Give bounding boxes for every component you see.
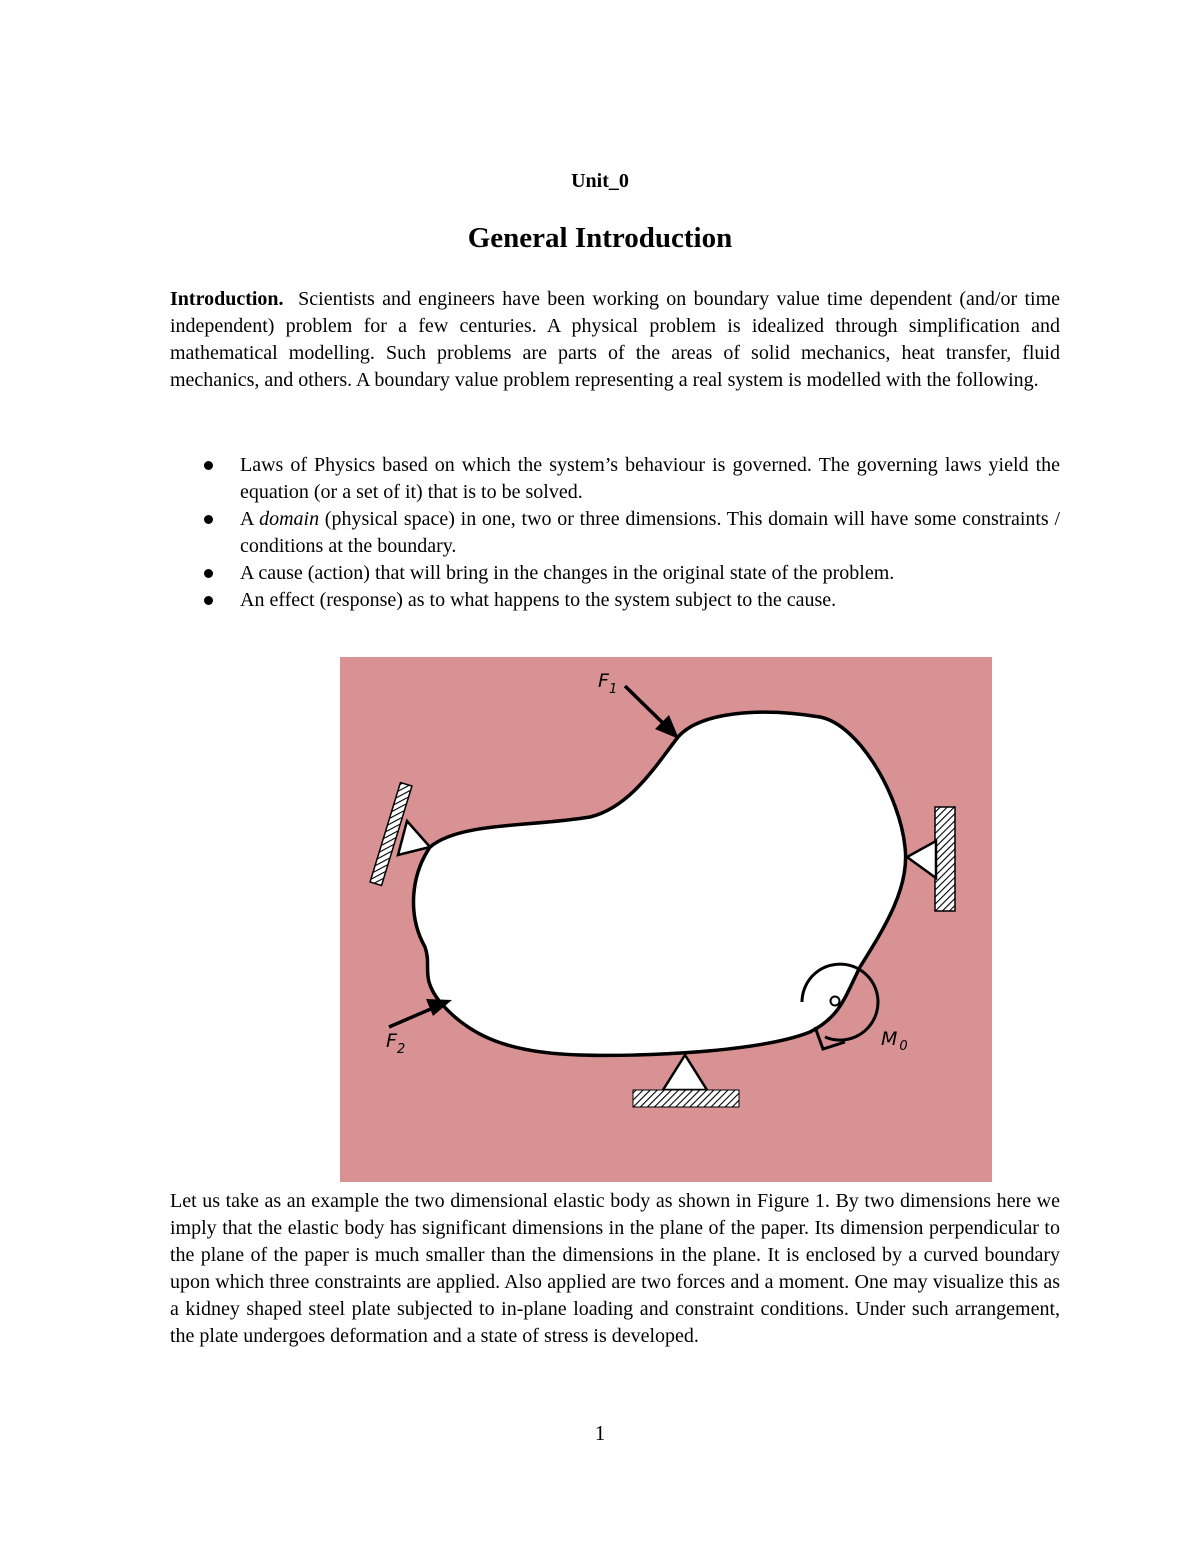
list-item — [170, 452, 1060, 506]
requirements-list — [170, 452, 1060, 614]
list-item-text-post: (physical space) in one, two or three dimensions. This domain will have some constraints / conditions at the boundary. — [240, 508, 1061, 557]
intro-text: Scientists and engineers have been working on boundary value time dependent (and/or time independent) problem for a few centuries. A physical problem is idealized through simplification and mathematical modelling. Such problems are parts of the areas of solid mechanics, heat transfer, fluid mechanics, and others. A boundary value problem representing a real system is modelled with the following. — [170, 288, 1061, 391]
bullet-icon — [204, 461, 213, 470]
force-f2-label: $F_2$ — [386, 1030, 406, 1057]
list-item-text-pre: A — [240, 508, 260, 530]
list-item-text: A cause (action) that will bring in the changes in the original state of the problem. — [240, 562, 895, 584]
body-paragraph: Let us take as an example the two dimensional elastic body as shown in Figure 1. By two dimensions here we imply that the elastic body has significant dimensions in the plane of the paper. Its dimension perpendicular to the plane of the paper is much smaller than the dimensions in the plane. It is enclosed by a curved boundary upon which three constraints are applied. Also applied are two forces and a moment. One may visualize this as a kidney shaped steel plate subjected to in-plane loading and constraint conditions. Under such arrangement, the plate undergoes deformation and a state of stress is developed. — [170, 1190, 1060, 1347]
force-f1-label: $F_1$ — [598, 670, 618, 697]
bullet-icon — [204, 596, 213, 605]
page-title: General Introduction — [467, 222, 733, 254]
figure-elastic-body — [340, 657, 992, 1182]
list-item — [170, 587, 1060, 614]
list-item-text: An effect (response) as to what happens to the system subject to the cause. — [240, 589, 837, 611]
intro-lead: Introduction. — [170, 288, 284, 310]
list-item-emphasis: domain — [259, 508, 320, 530]
list-item — [170, 560, 1060, 587]
bullet-icon — [204, 569, 213, 578]
intro-paragraph — [170, 286, 1060, 394]
list-item — [170, 506, 1060, 560]
bullet-icon — [204, 515, 213, 524]
page-number: 1 — [594, 1421, 606, 1445]
moment-m0-label: M $_0$ — [881, 1028, 908, 1054]
list-item-text: Laws of Physics based on which the system’s behaviour is governed. The governing laws yield the equation (or a set of it) that is to be solved. — [240, 454, 1060, 503]
unit-label: Unit_0 — [571, 170, 629, 192]
